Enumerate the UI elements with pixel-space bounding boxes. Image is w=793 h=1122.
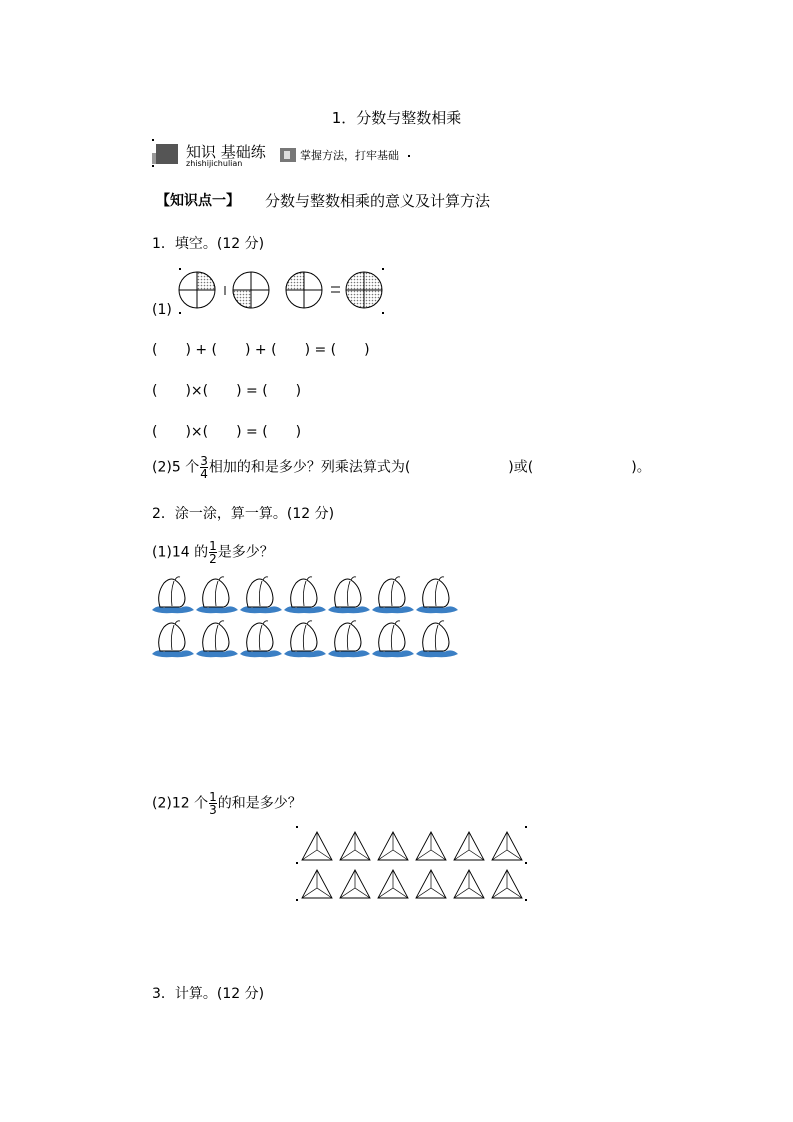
- circle-3: [286, 272, 322, 308]
- knowledge-point-tag: 【知识点一】: [156, 193, 240, 209]
- equals-sign: [331, 287, 340, 292]
- q2-part1-suffix: 是多少？: [217, 544, 274, 561]
- question-3-heading: 3．计算。(12 分): [152, 986, 265, 1002]
- fraction-numerator: 1: [209, 790, 217, 804]
- fraction-denominator: 3: [209, 803, 217, 817]
- triangle-icon[interactable]: [340, 870, 370, 898]
- triangle-icon[interactable]: [302, 870, 332, 898]
- corner-dot: [296, 899, 298, 901]
- triangle-icon[interactable]: [492, 870, 522, 898]
- fraction: [209, 791, 217, 816]
- blank-line-2[interactable]: ( )×( ) = ( ): [152, 383, 302, 399]
- banner-block-icon: [156, 144, 178, 164]
- fraction-denominator: 2: [209, 552, 217, 566]
- peach-icon[interactable]: [240, 577, 282, 613]
- question-2-part1: [152, 540, 274, 565]
- corner-dot: [296, 862, 298, 864]
- question-1-part1-label: (1): [152, 302, 172, 318]
- corner-dot: [296, 826, 298, 828]
- question-2-heading: 2．涂一涂，算一算。(12 分): [152, 506, 335, 522]
- banner-pinyin: zhishijichulian: [186, 159, 243, 168]
- triangle-icon[interactable]: [416, 870, 446, 898]
- question-2-part2: [152, 791, 302, 816]
- fraction: [209, 540, 217, 565]
- q1-part2-prefix: (2)5 个: [152, 459, 200, 476]
- peach-icon[interactable]: [196, 577, 238, 613]
- banner-subtitle: 掌握方法，打牢基础: [300, 149, 399, 162]
- q1-part2-suffix[interactable]: 相加的和是多少？列乘法算式为( )或( )。: [208, 459, 651, 476]
- corner-dot: [525, 899, 527, 901]
- fraction: [200, 455, 208, 480]
- peach-icon[interactable]: [152, 577, 194, 613]
- peach-icon[interactable]: [284, 577, 326, 613]
- triangle-icon[interactable]: [302, 832, 332, 860]
- peach-icon[interactable]: [196, 621, 238, 657]
- triangle-icon[interactable]: [340, 832, 370, 860]
- section-banner: [152, 139, 414, 169]
- circle-1: [179, 272, 215, 308]
- corner-dot: [152, 165, 154, 167]
- q2-part2-prefix: (2)12 个: [152, 795, 209, 812]
- triangle-icon[interactable]: [378, 870, 408, 898]
- triangle-icon[interactable]: [416, 832, 446, 860]
- corner-dot: [525, 826, 527, 828]
- triangle-icon[interactable]: [454, 832, 484, 860]
- peach-icon[interactable]: [284, 621, 326, 657]
- fraction-numerator: 1: [209, 539, 217, 553]
- fraction-numerator: 3: [200, 454, 208, 468]
- question-1-heading: 1．填空。(12 分): [152, 236, 265, 252]
- peach-icon[interactable]: [328, 577, 370, 613]
- blank-line-3[interactable]: ( )×( ) = ( ): [152, 424, 302, 440]
- peach-icon[interactable]: [416, 621, 458, 657]
- q2-part2-suffix: 的和是多少？: [217, 795, 302, 812]
- peach-icon[interactable]: [240, 621, 282, 657]
- question-1-part2: [152, 455, 651, 480]
- fraction-denominator: 4: [200, 467, 208, 481]
- blank-line-1[interactable]: ( ) + ( ) + ( ) = ( ): [152, 342, 370, 358]
- banner-title: 知识 基础练: [186, 143, 266, 161]
- triangle-icon[interactable]: [492, 832, 522, 860]
- peach-icon[interactable]: [152, 621, 194, 657]
- peach-grid[interactable]: [150, 574, 466, 658]
- peach-icon[interactable]: [416, 577, 458, 613]
- corner-dot: [152, 139, 154, 141]
- triangle-icon[interactable]: [454, 870, 484, 898]
- banner-square-inner: [284, 151, 290, 159]
- peach-icon[interactable]: [328, 621, 370, 657]
- peach-icon[interactable]: [372, 621, 414, 657]
- triangle-icon[interactable]: [378, 832, 408, 860]
- circle-2: [233, 272, 269, 308]
- page-title: 1．分数与整数相乘: [331, 109, 462, 127]
- corner-dot: [408, 155, 410, 157]
- knowledge-point-text: 分数与整数相乘的意义及计算方法: [265, 192, 491, 210]
- triangle-grid[interactable]: [296, 826, 528, 902]
- corner-dot: [525, 862, 527, 864]
- q2-part1-prefix: (1)14 的: [152, 544, 209, 561]
- circle-fraction-figure: [176, 266, 388, 316]
- peach-icon[interactable]: [372, 577, 414, 613]
- circle-4: [346, 272, 382, 308]
